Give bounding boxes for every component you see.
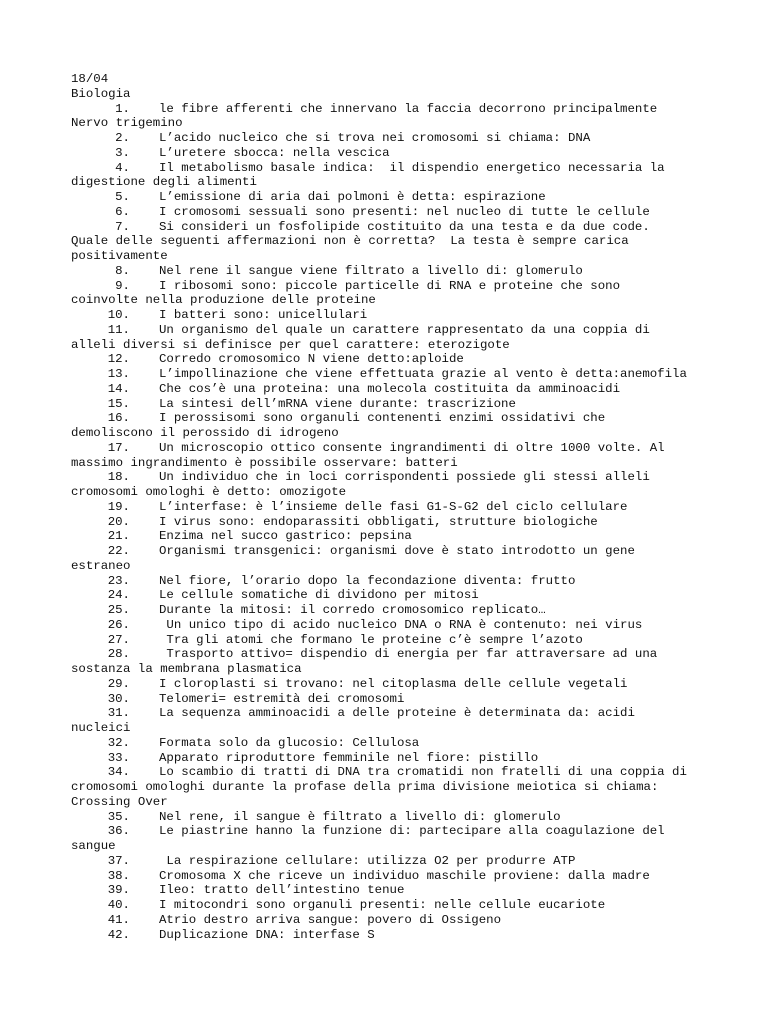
item-number: 32. xyxy=(107,735,130,750)
list-item xyxy=(71,633,699,648)
item-number: 12. xyxy=(107,352,130,367)
list-item xyxy=(71,706,699,736)
item-number: 33. xyxy=(107,750,130,765)
item-text: Nel rene, il sangue è filtrato a livello di: glomerulo xyxy=(159,809,561,824)
item-text: Atrio destro arriva sangue: povero di Ossigeno xyxy=(159,912,502,927)
item-number: 20. xyxy=(107,514,130,529)
list-item xyxy=(71,529,699,544)
item-text: L’uretere sbocca: nella vescica xyxy=(159,145,390,160)
list-item xyxy=(71,190,699,205)
item-text: Organismi transgenici: organismi dove è stato introdotto un gene xyxy=(159,544,635,558)
item-number: 37. xyxy=(107,853,130,868)
item-number: 38. xyxy=(107,868,130,883)
item-number: 21. xyxy=(107,529,130,544)
list-item xyxy=(71,898,699,913)
item-text: Nel rene il sangue viene filtrato a livello di: glomerulo xyxy=(159,263,583,278)
list-item xyxy=(71,146,699,161)
item-number: 42. xyxy=(107,927,130,942)
document-body xyxy=(71,72,699,942)
item-text: Apparato riproduttore femminile nel fiore: pistillo xyxy=(159,750,539,765)
list-item xyxy=(71,470,699,500)
item-text: Trasporto attivo= dispendio di energia per far attraversare ad una xyxy=(159,647,658,662)
item-text: Lo scambio di tratti di DNA tra cromatidi non fratelli di una coppia di xyxy=(159,765,687,780)
item-number: 19. xyxy=(107,499,130,514)
item-text-continuation: demoliscono il perossido di idrogeno xyxy=(71,426,339,440)
item-text-continuation: Quale delle seguenti affermazioni non è corretta? La testa è sempre carica xyxy=(71,234,629,249)
list-item xyxy=(71,588,699,603)
item-number: 36. xyxy=(107,824,130,839)
list-item xyxy=(71,618,699,633)
list-item xyxy=(71,736,699,751)
list-item xyxy=(71,544,699,574)
item-number: 41. xyxy=(107,912,130,927)
item-text-continuation: cromosomi omologhi è detto: omozigote xyxy=(71,485,347,499)
item-text-continuation: sangue xyxy=(71,839,116,853)
item-text: Formata solo da glucosio: Cellulosa xyxy=(159,735,420,750)
item-text: Ileo: tratto dell’intestino tenue xyxy=(159,883,405,898)
item-number: 31. xyxy=(107,706,130,721)
item-text-continuation: digestione degli alimenti xyxy=(71,175,257,190)
item-text: L’emissione di aria dai polmoni è detta: espirazione xyxy=(159,190,546,204)
list-item xyxy=(71,928,699,943)
list-item xyxy=(71,500,699,515)
item-number: 16. xyxy=(107,411,130,426)
list-item xyxy=(71,647,699,677)
list-item xyxy=(71,692,699,707)
item-text: Tra gli atomi che formano le proteine c’è sempre l’azoto xyxy=(159,632,583,647)
list-item xyxy=(71,869,699,884)
list-item xyxy=(71,441,699,471)
item-text: Un individuo che in loci corrispondenti possiede gli stessi alleli xyxy=(159,470,650,485)
item-number: 4. xyxy=(115,160,130,175)
item-number: 22. xyxy=(107,544,130,558)
list-item xyxy=(71,854,699,869)
item-text: L’interfase: è l’insieme delle fasi G1-S-G2 del ciclo cellulare xyxy=(159,499,628,514)
item-number: 23. xyxy=(107,573,130,588)
document-subject: Biologia xyxy=(71,86,131,101)
item-number: 13. xyxy=(107,367,130,381)
item-text-continuation: massimo ingrandimento è possibile osservare: batteri xyxy=(71,455,458,470)
item-number: 29. xyxy=(107,676,130,691)
list-item xyxy=(71,367,699,382)
item-text: Si consideri un fosfolipide costituito da una testa e da due code. xyxy=(159,219,650,234)
item-number: 26. xyxy=(107,617,130,632)
item-text: La sequenza amminoacidi a delle proteine è determinata da: acidi xyxy=(159,706,635,721)
list-item xyxy=(71,323,699,353)
item-text-continuation: sostanza la membrana plasmatica xyxy=(71,662,302,676)
item-text: I virus sono: endoparassiti obbligati, strutture biologiche xyxy=(159,514,598,529)
list-item xyxy=(71,751,699,766)
item-text: I cromosomi sessuali sono presenti: nel nucleo di tutte le cellule xyxy=(159,204,650,219)
item-number: 5. xyxy=(115,190,130,204)
list-item xyxy=(71,382,699,397)
item-text: La respirazione cellulare: utilizza O2 per produrre ATP xyxy=(159,853,576,868)
list-item xyxy=(71,574,699,589)
item-text: I mitocondri sono organuli presenti: nelle cellule eucariote xyxy=(159,898,606,912)
item-text: I perossisomi sono organuli contenenti enzimi ossidativi che xyxy=(159,411,606,426)
item-number: 17. xyxy=(107,440,130,455)
item-number: 34. xyxy=(107,765,130,780)
list-item xyxy=(71,131,699,146)
list-item xyxy=(71,765,699,809)
item-number: 9. xyxy=(115,278,130,293)
item-text: Durante la mitosi: il corredo cromosomico replicato… xyxy=(159,603,546,617)
item-text: Duplicazione DNA: interfase S xyxy=(159,927,375,942)
item-number: 15. xyxy=(107,396,130,411)
item-text-continuation: Crossing Over xyxy=(71,794,168,809)
item-number: 28. xyxy=(107,647,130,662)
item-text-continuation: cromosomi omologhi durante la profase della prima divisione meiotica si chiama: xyxy=(71,780,659,794)
item-text: I cloroplasti si trovano: nel citoplasma delle cellule vegetali xyxy=(159,676,628,691)
item-text: L’impollinazione che viene effettuata grazie al vento è detta:anemofila xyxy=(159,367,687,381)
item-number: 24. xyxy=(107,588,130,603)
item-text-continuation: nucleici xyxy=(71,721,131,735)
item-text: L’acido nucleico che si trova nei cromosomi si chiama: DNA xyxy=(159,131,591,145)
item-text-continuation: estraneo xyxy=(71,558,131,573)
item-number: 39. xyxy=(107,883,130,898)
list-item xyxy=(71,264,699,279)
question-list xyxy=(71,102,699,943)
list-item xyxy=(71,161,699,191)
list-item xyxy=(71,411,699,441)
item-number: 11. xyxy=(107,322,130,337)
item-number: 8. xyxy=(115,263,130,278)
list-item xyxy=(71,677,699,692)
list-item xyxy=(71,308,699,323)
item-text: Un microscopio ottico consente ingrandimenti di oltre 1000 volte. Al xyxy=(159,440,665,455)
item-text: Il metabolismo basale indica: il dispendio energetico necessaria la xyxy=(159,160,665,175)
list-item xyxy=(71,810,699,825)
item-text: Che cos’è una proteina: una molecola costituita da amminoacidi xyxy=(159,381,621,396)
item-number: 6. xyxy=(115,204,130,219)
item-text: le fibre afferenti che innervano la faccia decorrono principalmente xyxy=(159,101,658,116)
item-text: La sintesi dell’mRNA viene durante: trascrizione xyxy=(159,396,516,411)
item-number: 14. xyxy=(107,381,130,396)
item-text: Telomeri= estremità dei cromosomi xyxy=(159,691,405,706)
item-text: Le piastrine hanno la funzione di: partecipare alla coagulazione del xyxy=(159,824,665,839)
item-text: Le cellule somatiche di dividono per mitosi xyxy=(159,588,479,603)
list-item xyxy=(71,205,699,220)
item-text: Cromosoma X che riceve un individuo maschile proviene: dalla madre xyxy=(159,868,650,883)
item-text: Nel fiore, l’orario dopo la fecondazione diventa: frutto xyxy=(159,573,576,588)
item-number: 1. xyxy=(115,101,130,116)
item-number: 3. xyxy=(115,145,130,160)
list-item xyxy=(71,913,699,928)
item-text: Enzima nel succo gastrico: pepsina xyxy=(159,529,412,544)
item-text-continuation: positivamente xyxy=(71,249,168,263)
list-item xyxy=(71,515,699,530)
list-item xyxy=(71,220,699,264)
item-text: I batteri sono: unicellulari xyxy=(159,308,368,322)
list-item xyxy=(71,603,699,618)
item-text: Corredo cromosomico N viene detto:aploide xyxy=(159,352,464,367)
item-number: 30. xyxy=(107,691,130,706)
item-number: 27. xyxy=(107,632,130,647)
item-text-continuation: Nervo trigemino xyxy=(71,116,183,131)
list-item xyxy=(71,352,699,367)
item-number: 2. xyxy=(115,131,130,145)
list-item xyxy=(71,397,699,412)
item-text: I ribosomi sono: piccole particelle di RNA e proteine che sono xyxy=(159,278,621,293)
list-item xyxy=(71,883,699,898)
item-number: 18. xyxy=(107,470,130,485)
list-item xyxy=(71,279,699,309)
item-text: Un organismo del quale un carattere rappresentato da una coppia di xyxy=(159,322,650,337)
item-number: 10. xyxy=(107,308,130,322)
item-number: 25. xyxy=(107,603,130,617)
document-date: 18/04 xyxy=(71,72,109,86)
item-number: 40. xyxy=(107,898,130,912)
item-number: 35. xyxy=(107,809,130,824)
item-text-continuation: alleli diversi si definisce per quel carattere: eterozigote xyxy=(71,337,510,352)
item-number: 7. xyxy=(115,219,130,234)
list-item xyxy=(71,824,699,854)
list-item xyxy=(71,102,699,132)
item-text: Un unico tipo di acido nucleico DNA o RNA è contenuto: nei virus xyxy=(159,617,643,632)
item-text-continuation: coinvolte nella produzione delle proteine xyxy=(71,293,376,308)
